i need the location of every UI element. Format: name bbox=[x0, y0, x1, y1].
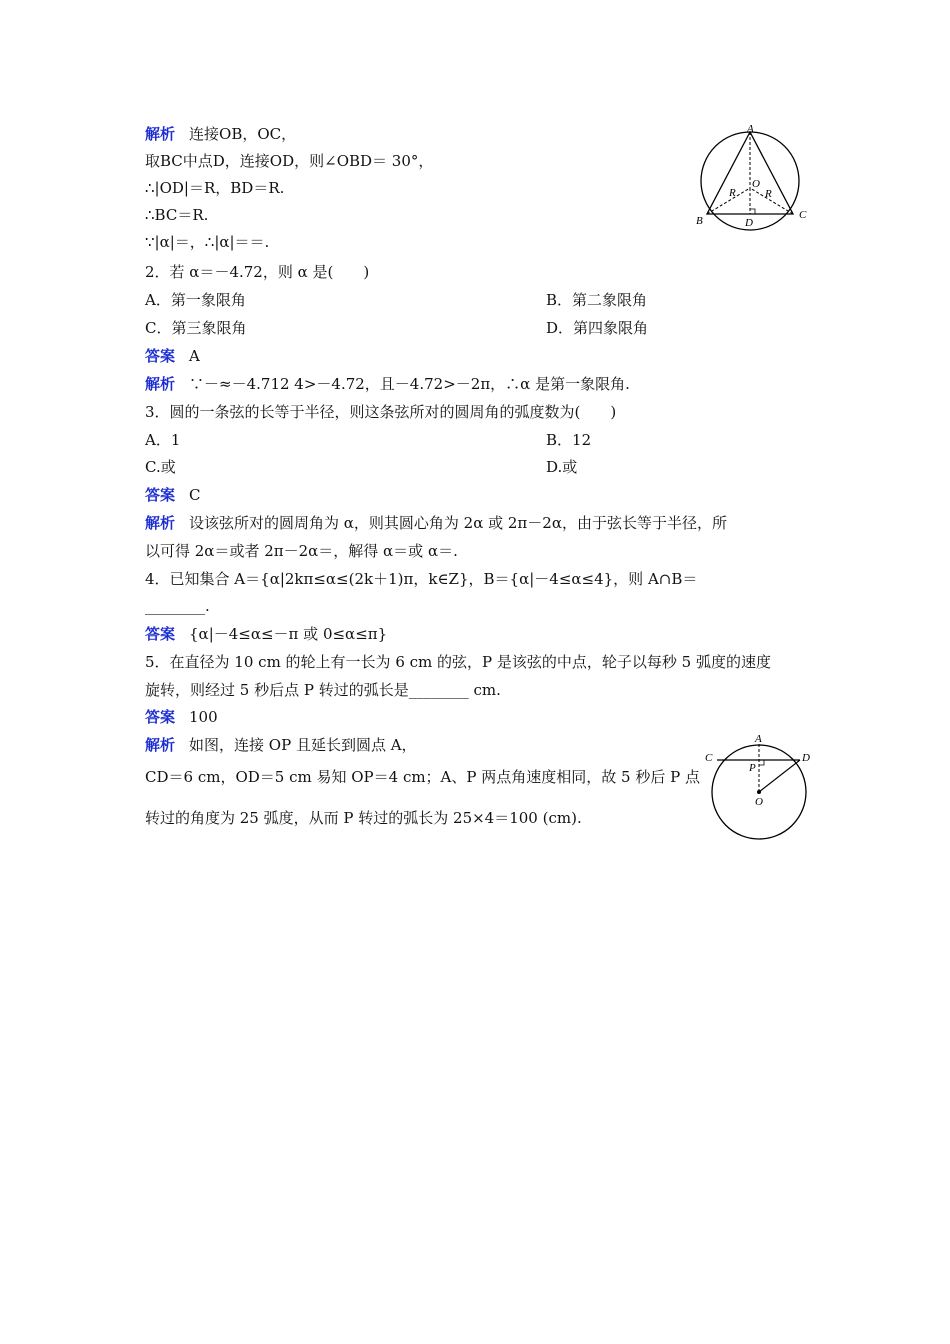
text-line: ∵|α|＝，∴|α|＝＝. bbox=[145, 233, 270, 251]
q2-analysis bbox=[145, 374, 630, 394]
answer-value: A bbox=[189, 347, 200, 365]
answer-value: 100 bbox=[189, 708, 218, 726]
answer-value: C bbox=[189, 486, 201, 504]
text-line: ∴|OD|＝R，BD＝R. bbox=[145, 179, 285, 197]
label-B: B bbox=[696, 215, 703, 227]
text-line: 以可得 2α＝或者 2π－2α＝，解得 α＝或 α＝. bbox=[145, 542, 458, 560]
label-D: D bbox=[745, 217, 753, 229]
label-O: O bbox=[755, 796, 763, 808]
text-line: 取BC中点D，连接OD，则∠OBD＝ 30°， bbox=[145, 152, 434, 170]
label-D: D bbox=[802, 752, 810, 764]
q5-analysis bbox=[145, 735, 417, 755]
q2-stem: 2．若 α＝－4.72，则 α 是( ) bbox=[145, 263, 370, 281]
q5-stem-cont: 旋转，则经过 5 秒后点 P 转过的弧长是________ cm. bbox=[145, 681, 501, 699]
answer-tag: 答案 bbox=[145, 347, 176, 365]
q3-analysis bbox=[145, 513, 727, 533]
q2-option-d: D．第四象限角 bbox=[546, 319, 649, 337]
label-P: P bbox=[749, 762, 756, 774]
q5-stem: 5．在直径为 10 cm 的轮上有一长为 6 cm 的弦，P 是该弦的中点，轮子以每秒 5 弧度的速度 bbox=[145, 653, 771, 671]
label-R-left: R bbox=[729, 187, 736, 199]
label-R-right: R bbox=[765, 188, 772, 200]
q3-option-c: C.或 bbox=[145, 458, 176, 476]
label-O: O bbox=[752, 178, 760, 190]
label-A: A bbox=[747, 124, 754, 135]
analysis-tag: 解析 bbox=[145, 514, 176, 532]
text: 连接OB，OC， bbox=[189, 125, 297, 143]
text-line: CD＝6 cm，OD＝5 cm 易知 OP＝4 cm；A、P 两点角速度相同，故 5 秒后 P 点 bbox=[145, 768, 700, 786]
label-C: C bbox=[799, 209, 807, 221]
q2-option-c: C．第三象限角 bbox=[145, 319, 247, 337]
q3-option-b: B．12 bbox=[546, 431, 592, 449]
analysis-tag: 解析 bbox=[145, 375, 176, 393]
text: 设该弦所对的圆周角为 α，则其圆心角为 2α 或 2π－2α，由于弦长等于半径，所 bbox=[189, 514, 727, 532]
analysis-tag: 解析 bbox=[145, 125, 176, 143]
answer-tag: 答案 bbox=[145, 486, 176, 504]
q2-answer bbox=[145, 346, 200, 366]
q3-stem: 3．圆的一条弦的长等于半径，则这条弦所对的圆周角的弧度数为( ) bbox=[145, 403, 617, 421]
text: 如图，连接 OP 且延长到圆点 A， bbox=[189, 736, 417, 754]
figure-triangle-circle bbox=[694, 124, 814, 234]
q5-answer bbox=[145, 707, 218, 727]
answer-value: {α|－4≤α≤－π 或 0≤α≤π} bbox=[189, 625, 388, 643]
answer-tag: 答案 bbox=[145, 708, 176, 726]
answer-tag: 答案 bbox=[145, 625, 176, 643]
q2-option-b: B．第二象限角 bbox=[546, 291, 648, 309]
q3-answer bbox=[145, 485, 201, 505]
figure-wheel-chord bbox=[702, 730, 818, 846]
q4-blank: ________. bbox=[145, 597, 210, 615]
text: ∵－≈－4.712 4>－4.72，且－4.72>－2π，∴α 是第一象限角. bbox=[189, 375, 630, 393]
q4-stem: 4．已知集合 A＝{α|2kπ≤α≤(2k＋1)π，k∈Z}，B＝{α|－4≤α≤4}，则 A∩B＝ bbox=[145, 570, 698, 588]
text-line: ∴BC＝R. bbox=[145, 206, 209, 224]
q3-option-a: A．1 bbox=[145, 431, 181, 449]
q2-option-a: A．第一象限角 bbox=[145, 291, 246, 309]
q4-answer bbox=[145, 624, 387, 644]
label-A: A bbox=[755, 733, 762, 745]
text-line: 转过的角度为 25 弧度，从而 P 转过的弧长为 25×4＝100 (cm). bbox=[145, 809, 582, 827]
label-C: C bbox=[705, 752, 713, 764]
analysis-tag: 解析 bbox=[145, 736, 176, 754]
analysis-line bbox=[145, 124, 296, 144]
q3-option-d: D.或 bbox=[546, 458, 578, 476]
